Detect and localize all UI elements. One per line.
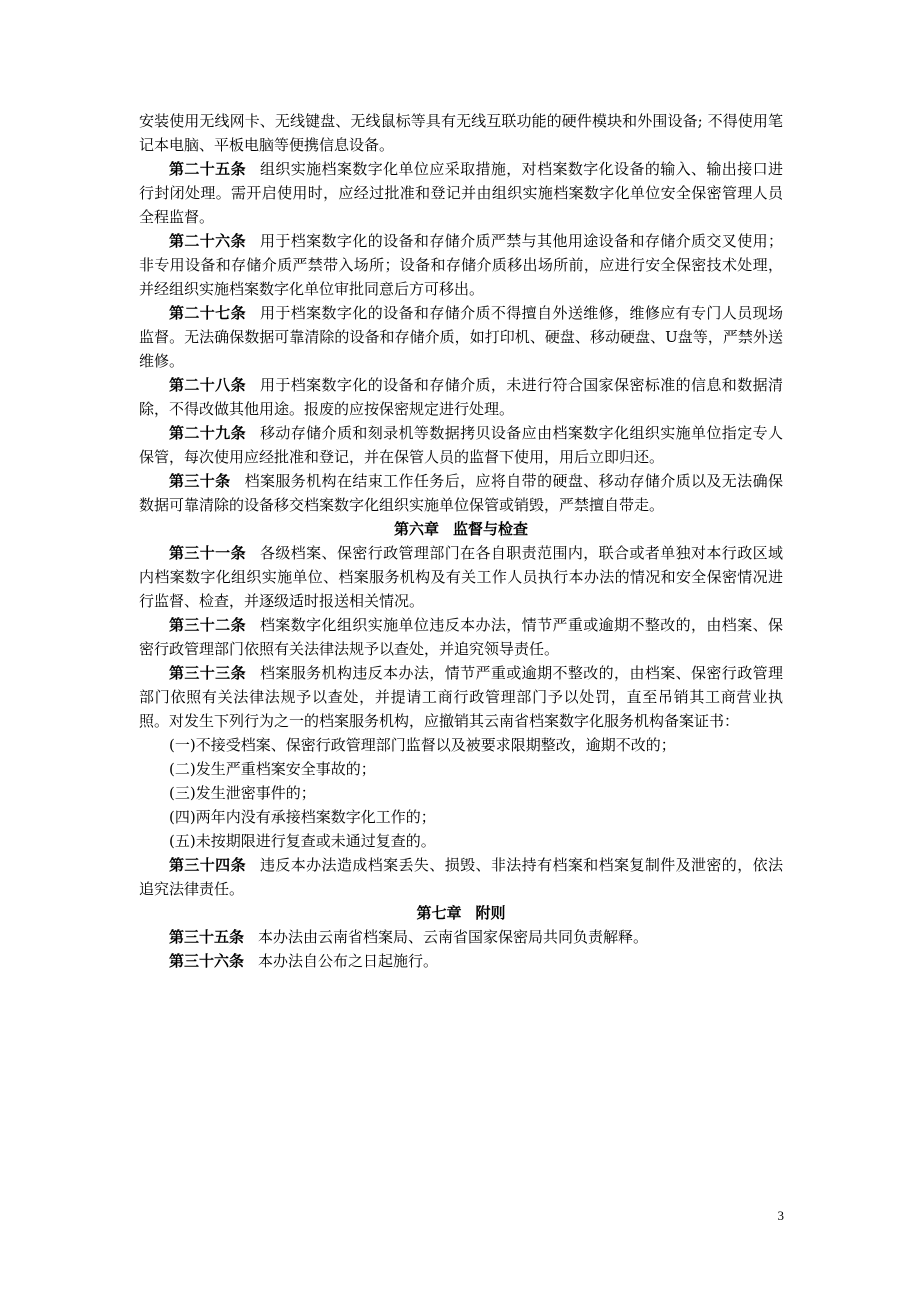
article-paragraph <box>139 661 783 733</box>
article-paragraph <box>139 373 783 421</box>
chapter-title: 监督与检查 <box>453 520 529 538</box>
article-paragraph <box>139 853 783 901</box>
article-text: 本办法由云南省档案局、云南省国家保密局共同负责解释。 <box>258 928 649 946</box>
article-text: 本办法自公布之日起施行。 <box>258 952 439 970</box>
article-paragraph <box>139 301 783 373</box>
article-text: 档案数字化组织实施单位违反本办法，情节严重或逾期不整改的，由档案、保密行政管理部门依照有关法律法规予以查处，并追究领导责任。 <box>139 616 783 658</box>
article-paragraph <box>139 469 783 517</box>
articles-section-1 <box>139 157 783 517</box>
article-paragraph <box>139 157 783 229</box>
article-number: 第二十八条 <box>169 376 246 394</box>
chapter-number: 第七章 <box>416 904 462 922</box>
article-paragraph <box>139 613 783 661</box>
list-item: (五)未按期限进行复查或未通过复查的。 <box>169 832 436 850</box>
chapter-heading-7 <box>139 901 783 925</box>
article-paragraph <box>139 229 783 301</box>
article-text: 移动存储介质和刻录机等数据拷贝设备应由档案数字化组织实施单位指定专人保管，每次使用应经批准和登记，并在保管人员的监督下使用，用后立即归还。 <box>139 424 783 466</box>
article-text: 用于档案数字化的设备和存储介质严禁与其他用途设备和存储介质交叉使用；非专用设备和存储介质严禁带入场所；设备和存储介质移出场所前，应进行安全保密技术处理，并经组织实施档案数字化单位审批同意后方可移出。 <box>139 232 783 298</box>
article-number: 第二十七条 <box>169 304 246 322</box>
article-text: 用于档案数字化的设备和存储介质不得擅自外送维修，维修应有专门人员现场监督。无法确保数据可靠清除的设备和存储介质，如打印机、硬盘、移动硬盘、U盘等，严禁外送维修。 <box>139 304 783 370</box>
document-page <box>139 109 783 973</box>
article-number: 第二十六条 <box>169 232 246 250</box>
article-number: 第三十三条 <box>169 664 246 682</box>
article-paragraph <box>139 541 783 613</box>
article-text: 档案服务机构违反本办法，情节严重或逾期不整改的，由档案、保密行政管理部门依照有关法律法规予以查处，并提请工商行政管理部门予以处罚，直至吊销其工商营业执照。对发生下列行为之一的档案服务机构，应撤销其云南省档案数字化服务机构备案证书： <box>139 664 783 730</box>
article-paragraph <box>139 421 783 469</box>
article-number: 第三十五条 <box>169 928 245 946</box>
article-paragraph <box>139 949 783 973</box>
chapter-title: 附则 <box>475 904 506 922</box>
article-number: 第三十二条 <box>169 616 246 634</box>
list-item: (三)发生泄密事件的； <box>169 784 316 802</box>
article-number: 第三十一条 <box>169 544 246 562</box>
articles-section-2 <box>139 541 783 733</box>
article-number: 第二十五条 <box>169 160 246 178</box>
article-number: 第三十条 <box>169 472 231 490</box>
list-item: (四)两年内没有承接档案数字化工作的； <box>169 808 436 826</box>
list-item: (二)发生严重档案安全事故的； <box>169 760 376 778</box>
article-text: 违反本办法造成档案丢失、损毁、非法持有档案和档案复制件及泄密的，依法追究法律责任。 <box>139 856 783 898</box>
page-number: 3 <box>777 1208 784 1223</box>
revocation-conditions-list <box>139 733 783 853</box>
article-number: 第二十九条 <box>169 424 246 442</box>
chapter-heading-6 <box>139 517 783 541</box>
article-number: 第三十四条 <box>169 856 246 874</box>
article-text: 各级档案、保密行政管理部门在各自职责范围内，联合或者单独对本行政区域内档案数字化组织实施单位、档案服务机构及有关工作人员执行本办法的情况和安全保密情况进行监督、检查，并逐级适时报送相关情况。 <box>139 544 783 610</box>
continuation-paragraph: 安装使用无线网卡、无线键盘、无线鼠标等具有无线互联功能的硬件模块和外围设备; 不得使用笔记本电脑、平板电脑等便携信息设备。 <box>139 112 783 154</box>
article-text: 档案服务机构在结束工作任务后，应将自带的硬盘、移动存储介质以及无法确保数据可靠清除的设备移交档案数字化组织实施单位保管或销毁，严禁擅自带走。 <box>139 472 783 514</box>
articles-section-3 <box>139 925 783 973</box>
chapter-number: 第六章 <box>393 520 439 538</box>
list-item: (一)不接受档案、保密行政管理部门监督以及被要求限期整改，逾期不改的； <box>169 736 676 754</box>
article-number: 第三十六条 <box>169 952 245 970</box>
article-text: 用于档案数字化的设备和存储介质，未进行符合国家保密标准的信息和数据清除，不得改做其他用途。报废的应按保密规定进行处理。 <box>139 376 783 418</box>
article-text: 组织实施档案数字化单位应采取措施，对档案数字化设备的输入、输出接口进行封闭处理。需开启使用时，应经过批准和登记并由组织实施档案数字化单位安全保密管理人员全程监督。 <box>139 160 783 226</box>
article-paragraph <box>139 925 783 949</box>
